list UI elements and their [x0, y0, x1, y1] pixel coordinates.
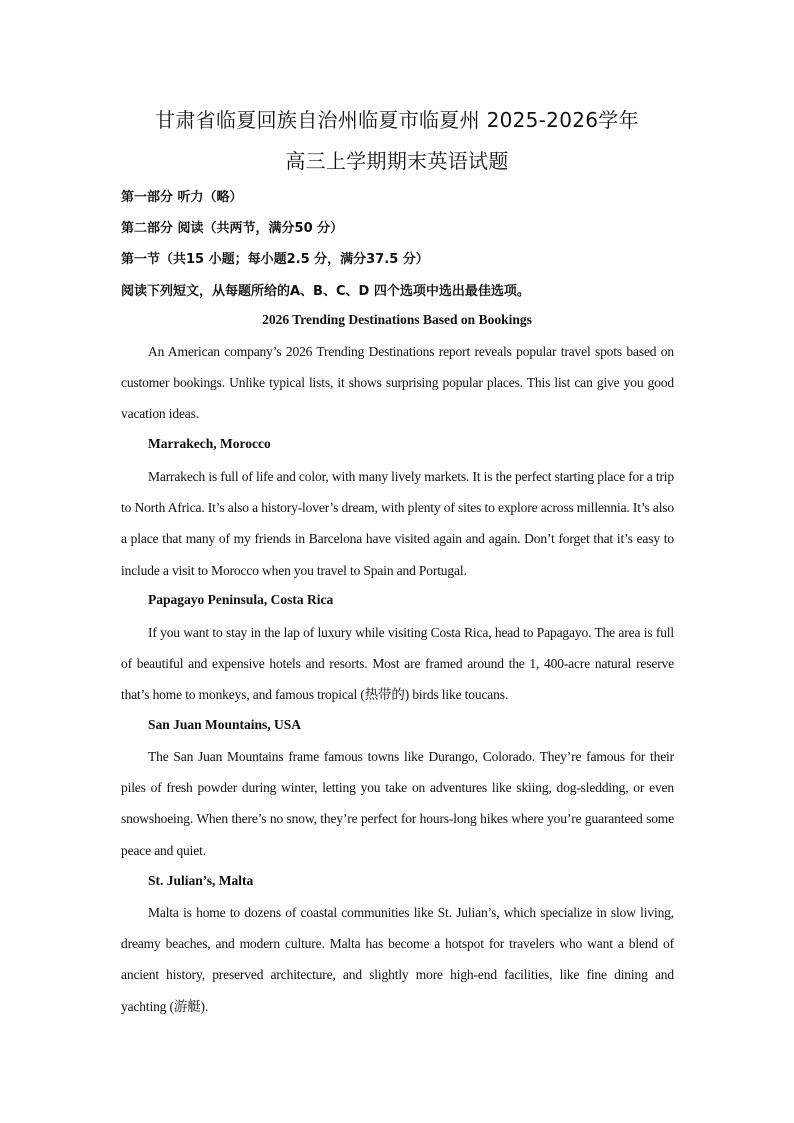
intro-paragraph: An American company’s 2026 Trending Destinations report reveals popular travel spots based on customer bookings. Unlike typical lists, it shows surprising popular places. This list can give you good vacation ideas.	[121, 344, 674, 422]
destination-paragraph-marrakech: Marrakech is full of life and color, with many lively markets. It is the perfect starting place for a trip to North Africa. It’s also a history-lover’s dream, with plenty of sites to explore across millennia. It’s also a place that many of my friends in Barcelona have visited again and again. Don’t forget that it’s easy to include a visit to Morocco when you travel to Spain and Portugal.	[121, 469, 674, 578]
reading-instruction: 阅读下列短文，从每题所给的A、B、C、D 四个选项中选出最佳选项。	[121, 284, 530, 299]
part-two-heading: 第二部分 阅读（共两节，满分50 分）	[121, 221, 344, 236]
article-title: 2026 Trending Destinations Based on Bookings	[262, 312, 532, 327]
destination-heading-papagayo: Papagayo Peninsula, Costa Rica	[148, 592, 334, 607]
exam-title-line-2: 高三上学期期末英语试题	[285, 149, 509, 173]
destination-paragraph-malta: Malta is home to dozens of coastal communities like St. Julian’s, which specialize in slow living, dreamy beaches, and modern culture. Malta has become a hotspot for travelers who want a blend of ancient history, preserved architecture, and slightly more high-end facilities, like fine dining and yachting (游艇).	[121, 905, 674, 1014]
exam-title-line-1: 甘肃省临夏回族自治州临夏市临夏州 2025-2026学年	[155, 108, 639, 132]
section-one-heading: 第一节（共15 小题；每小题2.5 分，满分37.5 分）	[121, 252, 429, 267]
destination-heading-malta: St. Julian’s, Malta	[148, 873, 254, 888]
destination-paragraph-san-juan: The San Juan Mountains frame famous towns like Durango, Colorado. They’re famous for their piles of fresh powder during winter, letting you take on adventures like skiing, dog-sledding, or even snowshoeing. When there’s no snow, they’re perfect for hours-long hikes where you’re guaranteed some peace and quiet.	[121, 749, 674, 858]
destination-heading-san-juan: San Juan Mountains, USA	[148, 717, 302, 732]
destination-heading-marrakech: Marrakech, Morocco	[148, 436, 271, 451]
part-one-heading: 第一部分 听力（略）	[121, 190, 243, 205]
destination-paragraph-papagayo: If you want to stay in the lap of luxury while visiting Costa Rica, head to Papagayo. The area is full of beautiful and expensive hotels and resorts. Most are framed around the 1, 400-acre natural reserve that’s home to monkeys, and famous tropical (热带的) birds like toucans.	[121, 625, 674, 703]
